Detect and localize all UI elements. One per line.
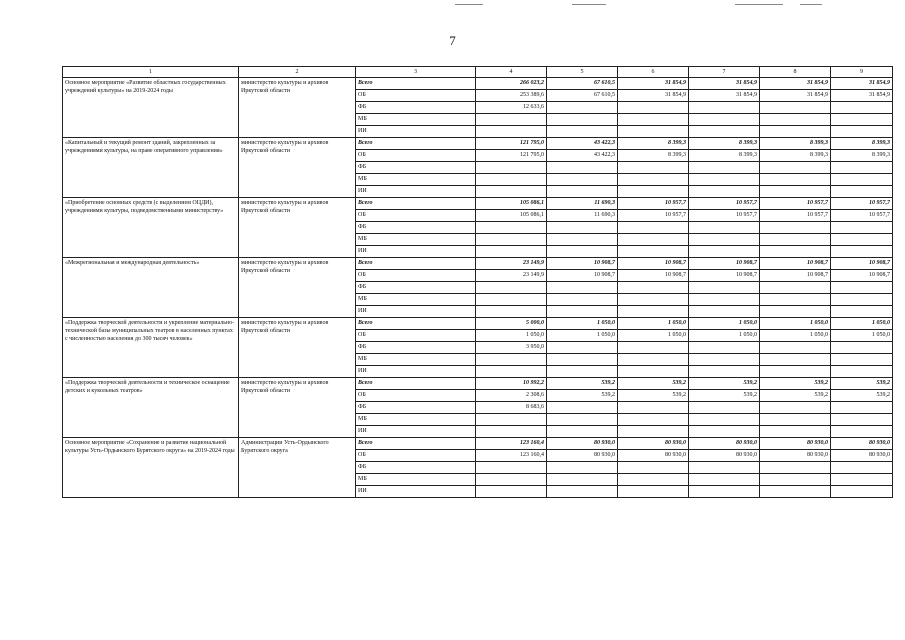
amount-cell [689,462,760,474]
amount-cell [476,126,547,138]
amount-cell: 31 854,9 [831,78,893,90]
amount-cell [831,222,893,234]
amount-cell [547,174,618,186]
table-row [63,258,893,270]
amount-cell [618,462,689,474]
amount-cell [547,162,618,174]
amount-cell [476,306,547,318]
scan-artifact-3 [735,4,783,5]
amount-cell [760,486,831,498]
amount-cell: 539,2 [831,390,893,402]
funding-source: ИИ [356,186,476,198]
amount-cell [547,222,618,234]
amount-cell [760,186,831,198]
amount-cell: 80 930,0 [618,450,689,462]
amount-cell [689,366,760,378]
funding-source: ФБ [356,162,476,174]
amount-cell [760,162,831,174]
scan-artifact-4 [800,4,822,5]
amount-cell [618,306,689,318]
amount-cell [618,126,689,138]
amount-cell [618,414,689,426]
funding-source: МБ [356,174,476,186]
amount-cell [760,426,831,438]
amount-cell: 1 050,0 [760,330,831,342]
funding-source: МБ [356,294,476,306]
amount-cell [831,114,893,126]
amount-cell: 2 308,6 [476,390,547,402]
amount-cell: 8 399,3 [831,138,893,150]
funding-source: ОБ [356,90,476,102]
amount-cell: 10 908,7 [689,270,760,282]
amount-cell: 43 422,3 [547,138,618,150]
table-row [63,78,893,90]
column-header: 5 [547,67,618,78]
amount-cell [760,282,831,294]
amount-cell: 43 422,3 [547,150,618,162]
amount-cell: 31 854,9 [831,90,893,102]
column-header: 1 [63,67,239,78]
amount-cell: 10 908,7 [760,270,831,282]
column-header: 6 [618,67,689,78]
amount-cell [760,402,831,414]
amount-cell [831,294,893,306]
amount-cell [689,222,760,234]
amount-cell [689,234,760,246]
amount-cell [618,486,689,498]
funding-source: ИИ [356,126,476,138]
amount-cell [831,162,893,174]
amount-cell: 10 957,7 [831,198,893,210]
amount-cell: 10 908,7 [618,258,689,270]
executor: министерство культуры и архивов Иркутской области [239,198,356,258]
amount-cell: 10 908,7 [831,258,893,270]
funding-source: Всего [356,198,476,210]
amount-cell [831,234,893,246]
amount-cell: 11 690,3 [547,210,618,222]
amount-cell [476,174,547,186]
amount-cell: 1 050,0 [618,318,689,330]
scan-artifact-1 [455,4,483,5]
amount-cell: 253 389,6 [476,90,547,102]
amount-cell [689,126,760,138]
amount-cell: 105 086,1 [476,210,547,222]
amount-cell: 80 930,0 [831,450,893,462]
amount-cell [618,366,689,378]
funding-source: ФБ [356,102,476,114]
amount-cell [618,282,689,294]
funding-source: ОБ [356,330,476,342]
amount-cell [476,474,547,486]
table-row [63,198,893,210]
amount-cell [547,126,618,138]
page-number: 7 [449,33,456,48]
amount-cell [618,222,689,234]
amount-cell: 8 399,3 [760,150,831,162]
amount-cell [831,102,893,114]
amount-cell [618,186,689,198]
amount-cell: 10 957,7 [618,210,689,222]
amount-cell [618,114,689,126]
amount-cell: 539,2 [760,378,831,390]
amount-cell: 8 399,3 [689,138,760,150]
executor: министерство культуры и архивов Иркутской области [239,378,356,438]
activity-description: «Капитальный и текущий ремонт зданий, закрепленных за учреждениями культуры, на праве оперативного управления» [63,138,239,198]
amount-cell [547,462,618,474]
amount-cell [476,246,547,258]
amount-cell [689,426,760,438]
funding-source: МБ [356,354,476,366]
table-row [63,138,893,150]
executor: министерство культуры и архивов Иркутской области [239,318,356,378]
amount-cell: 31 854,9 [689,90,760,102]
amount-cell: 67 610,5 [547,78,618,90]
executor: министерство культуры и архивов Иркутской области [239,78,356,138]
amount-cell [689,114,760,126]
amount-cell [689,246,760,258]
amount-cell [831,462,893,474]
amount-cell [618,294,689,306]
amount-cell: 10 957,7 [689,198,760,210]
amount-cell: 8 399,3 [618,138,689,150]
funding-source: ИИ [356,426,476,438]
amount-cell [618,102,689,114]
amount-cell [547,114,618,126]
activity-description: Основное мероприятие «Сохранение и развитие национальной культуры Усть-Ордынского Бурятского округа» на 2019-2024 годы [63,438,239,498]
amount-cell [618,354,689,366]
amount-cell [476,114,547,126]
column-header: 9 [831,67,893,78]
funding-source: ФБ [356,222,476,234]
amount-cell [476,222,547,234]
amount-cell [760,126,831,138]
amount-cell: 1 050,0 [689,330,760,342]
amount-cell [689,282,760,294]
amount-cell [689,414,760,426]
amount-cell: 10 992,2 [476,378,547,390]
amount-cell: 539,2 [689,378,760,390]
amount-cell [618,402,689,414]
amount-cell: 80 930,0 [760,438,831,450]
amount-cell: 23 149,9 [476,270,547,282]
amount-cell [618,234,689,246]
funding-source: Всего [356,138,476,150]
funding-source: ОБ [356,150,476,162]
amount-cell: 8 399,3 [831,150,893,162]
amount-cell [831,474,893,486]
amount-cell: 266 023,2 [476,78,547,90]
amount-cell [689,306,760,318]
amount-cell: 80 930,0 [547,438,618,450]
amount-cell: 1 050,0 [547,318,618,330]
funding-source: МБ [356,474,476,486]
amount-cell [476,282,547,294]
amount-cell [760,474,831,486]
funding-source: ФБ [356,282,476,294]
column-header: 8 [760,67,831,78]
amount-cell [476,162,547,174]
amount-cell: 10 908,7 [831,270,893,282]
funding-source: ФБ [356,462,476,474]
amount-cell: 8 399,3 [689,150,760,162]
header-row [63,67,893,78]
amount-cell: 10 908,7 [760,258,831,270]
amount-cell [760,462,831,474]
amount-cell: 539,2 [618,390,689,402]
amount-cell: 10 908,7 [618,270,689,282]
amount-cell [689,162,760,174]
amount-cell [618,426,689,438]
amount-cell [831,486,893,498]
amount-cell [831,306,893,318]
funding-source: ОБ [356,390,476,402]
amount-cell [547,474,618,486]
amount-cell [547,366,618,378]
amount-cell [689,402,760,414]
funding-source: МБ [356,414,476,426]
amount-cell: 539,2 [760,390,831,402]
amount-cell: 80 930,0 [760,450,831,462]
amount-cell [547,294,618,306]
amount-cell [831,402,893,414]
amount-cell [476,354,547,366]
amount-cell [831,354,893,366]
funding-source: ОБ [356,450,476,462]
table-body [63,67,893,498]
amount-cell: 31 854,9 [760,90,831,102]
amount-cell [689,342,760,354]
amount-cell: 31 854,9 [689,78,760,90]
column-header: 3 [356,67,476,78]
amount-cell [831,282,893,294]
amount-cell: 539,2 [618,378,689,390]
executor: Администрации Усть-Ордынского Бурятского округа [239,438,356,498]
amount-cell [689,486,760,498]
funding-source: ИИ [356,486,476,498]
funding-source: Всего [356,78,476,90]
amount-cell [476,414,547,426]
amount-cell [547,102,618,114]
scan-artifact-2 [572,4,606,5]
amount-cell: 121 795,0 [476,138,547,150]
amount-cell [760,102,831,114]
amount-cell [618,162,689,174]
amount-cell [476,486,547,498]
funding-source: Всего [356,258,476,270]
funding-source: ИИ [356,306,476,318]
amount-cell: 80 930,0 [689,438,760,450]
amount-cell: 10 957,7 [831,210,893,222]
amount-cell: 539,2 [547,378,618,390]
amount-cell: 3 950,0 [476,342,547,354]
amount-cell: 31 854,9 [760,78,831,90]
amount-cell: 8 399,3 [618,150,689,162]
amount-cell [760,294,831,306]
amount-cell [547,414,618,426]
amount-cell [476,366,547,378]
amount-cell [689,102,760,114]
funding-source: Всего [356,438,476,450]
budget-table [62,66,893,498]
amount-cell [760,246,831,258]
amount-cell [831,174,893,186]
executor: министерство культуры и архивов Иркутской области [239,138,356,198]
amount-cell: 10 957,7 [760,198,831,210]
amount-cell [831,342,893,354]
amount-cell [760,342,831,354]
amount-cell [547,486,618,498]
amount-cell [476,426,547,438]
amount-cell [618,474,689,486]
funding-source: Всего [356,318,476,330]
column-header: 2 [239,67,356,78]
amount-cell: 31 854,9 [618,90,689,102]
column-header: 7 [689,67,760,78]
amount-cell: 123 160,4 [476,438,547,450]
amount-cell [476,294,547,306]
amount-cell: 1 050,0 [760,318,831,330]
funding-source: ИИ [356,246,476,258]
amount-cell: 1 050,0 [831,330,893,342]
amount-cell: 12 633,6 [476,102,547,114]
amount-cell: 11 690,3 [547,198,618,210]
funding-source: ОБ [356,270,476,282]
amount-cell [618,174,689,186]
amount-cell: 1 050,0 [547,330,618,342]
amount-cell [760,114,831,126]
amount-cell: 123 160,4 [476,450,547,462]
executor: министерство культуры и архивов Иркутской области [239,258,356,318]
table-row [63,438,893,450]
amount-cell: 539,2 [547,390,618,402]
amount-cell: 80 930,0 [618,438,689,450]
amount-cell [760,414,831,426]
amount-cell: 1 050,0 [689,318,760,330]
amount-cell [760,306,831,318]
amount-cell: 1 050,0 [476,330,547,342]
column-header: 4 [476,67,547,78]
activity-description: «Поддержка творческой деятельности и техническое оснащение детских и кукольных театров» [63,378,239,438]
amount-cell: 80 930,0 [547,450,618,462]
amount-cell: 10 957,7 [689,210,760,222]
funding-source: Всего [356,378,476,390]
amount-cell [618,246,689,258]
amount-cell [476,462,547,474]
amount-cell [831,186,893,198]
activity-description: «Приобретение основных средств (с выделением ОЦДИ), учреждениями культуры, подведомственными министерству» [63,198,239,258]
amount-cell: 10 957,7 [760,210,831,222]
amount-cell: 539,2 [831,378,893,390]
table-row [63,318,893,330]
activity-description: Основное мероприятие «Развитие областных государственных учреждений культуры» на 2019-2024 годы [63,78,239,138]
amount-cell: 80 930,0 [689,450,760,462]
amount-cell [547,246,618,258]
amount-cell [547,282,618,294]
funding-source: ИИ [356,366,476,378]
amount-cell: 5 000,0 [476,318,547,330]
amount-cell [547,234,618,246]
amount-cell [476,234,547,246]
activity-description: «Поддержка творческой деятельности и укрепление материально-технической базы муниципальных театров в населенных пунктах с численностью населения до 300 тысяч человек» [63,318,239,378]
funding-source: ФБ [356,402,476,414]
activity-description: «Межрегиональная и международная деятельность» [63,258,239,318]
amount-cell [689,474,760,486]
amount-cell [547,402,618,414]
amount-cell: 23 149,9 [476,258,547,270]
amount-cell: 31 854,9 [618,78,689,90]
amount-cell [831,366,893,378]
funding-source: МБ [356,234,476,246]
amount-cell: 10 908,7 [547,258,618,270]
amount-cell: 105 086,1 [476,198,547,210]
amount-cell [547,186,618,198]
amount-cell [547,426,618,438]
funding-source: ФБ [356,342,476,354]
funding-source: МБ [356,114,476,126]
amount-cell [689,354,760,366]
amount-cell: 1 050,0 [831,318,893,330]
amount-cell: 80 930,0 [831,438,893,450]
amount-cell: 10 957,7 [618,198,689,210]
amount-cell [760,366,831,378]
amount-cell [689,186,760,198]
amount-cell [689,294,760,306]
amount-cell: 8 683,6 [476,402,547,414]
amount-cell: 8 399,3 [760,138,831,150]
amount-cell: 1 050,0 [618,330,689,342]
amount-cell [760,354,831,366]
amount-cell: 10 908,7 [547,270,618,282]
amount-cell [547,306,618,318]
funding-source: ОБ [356,210,476,222]
amount-cell [760,174,831,186]
amount-cell [831,414,893,426]
table-row [63,378,893,390]
amount-cell [547,342,618,354]
amount-cell [547,354,618,366]
amount-cell [760,234,831,246]
amount-cell: 539,2 [689,390,760,402]
amount-cell [831,246,893,258]
amount-cell [760,222,831,234]
amount-cell: 121 795,0 [476,150,547,162]
amount-cell: 67 610,5 [547,90,618,102]
amount-cell: 10 908,7 [689,258,760,270]
amount-cell [476,186,547,198]
amount-cell [689,174,760,186]
amount-cell [831,126,893,138]
amount-cell [831,426,893,438]
amount-cell [618,342,689,354]
